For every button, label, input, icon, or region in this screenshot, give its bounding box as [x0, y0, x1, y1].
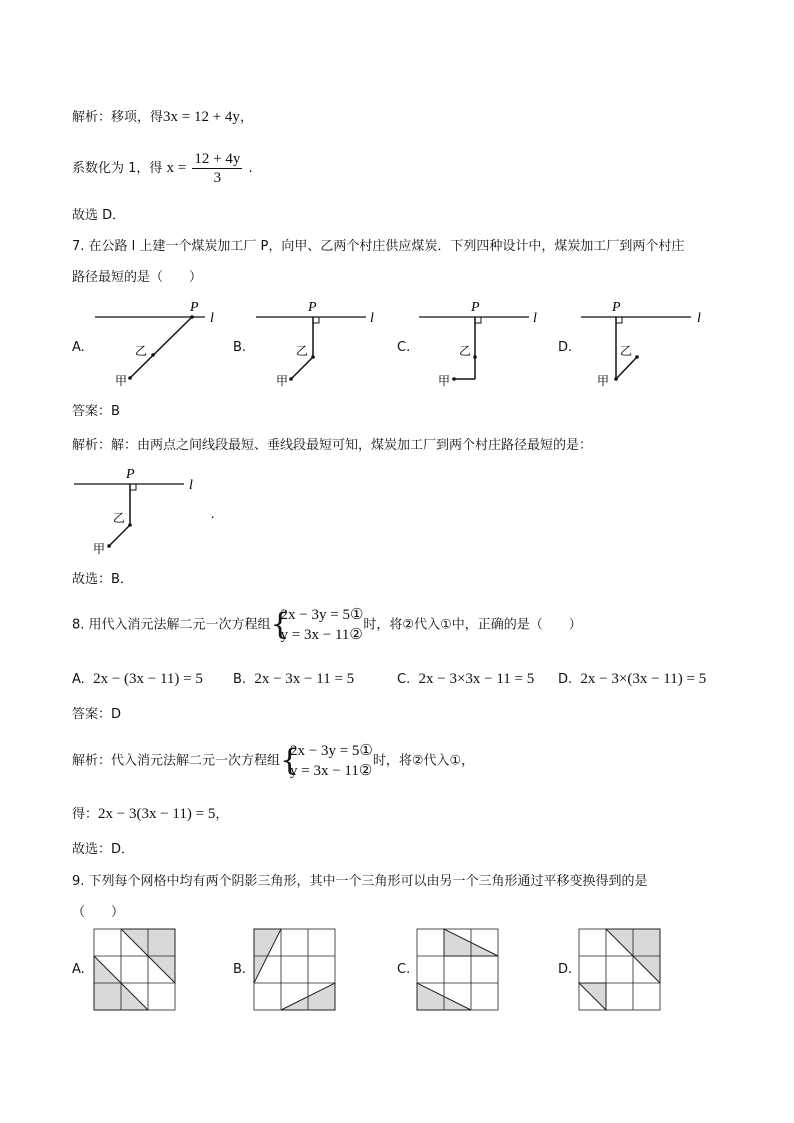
q6-analysis-2-lhs: x = [166, 160, 187, 176]
village-yi-label: 乙 [113, 511, 126, 525]
q8-option-b-expr: 2x − 3x − 11 = 5 [254, 671, 355, 687]
q6-conclusion: 故选 D． [72, 208, 126, 223]
q8-option-a-expr: 2x − (3x − 11) = 5 [93, 671, 203, 687]
village-yi-label: 乙 [296, 344, 309, 358]
q8-answer: 答案：D [72, 707, 122, 722]
q8-option-a [72, 670, 203, 689]
q9-grids [0, 925, 794, 1015]
q7-diagram-a [95, 300, 214, 388]
road-l-label: l [370, 311, 374, 326]
q9-option-a-label: A. [72, 962, 85, 977]
q9-option-b-label: B. [233, 962, 247, 977]
q7-analysis-diagram [0, 463, 260, 558]
q6-analysis-2-suffix: . [248, 161, 253, 176]
point-p-label: P [190, 300, 199, 315]
q9-grid-b [254, 929, 335, 1010]
q6-analysis-line-1 [72, 108, 253, 127]
q8-option-b-label: B. [233, 672, 247, 687]
q8-stem [72, 605, 582, 646]
q7-option-c-label: C. [397, 340, 411, 355]
q8-option-d-expr: 2x − 3×(3x − 11) = 5 [580, 671, 707, 687]
q8-analysis-suffix: 时，将②代入①， [372, 753, 475, 769]
q8-option-b [233, 670, 354, 689]
q6-analysis-2-prefix: 系数化为 1，得 [72, 161, 163, 176]
q8-stem-prefix: 8. 用代入消元法解二元一次方程组 [72, 617, 271, 633]
q8-analysis-equation-2: y = 3x − 11② [290, 763, 373, 779]
q9-stem-line-1: 9. 下列每个网格中均有两个阴影三角形，其中一个三角形可以由另一个三角形通过平移变换得到的是 [72, 874, 648, 889]
q7-diagram-d [581, 300, 701, 388]
q8-result-suffix: ， [215, 807, 229, 822]
q9-grid-d [579, 929, 660, 1010]
q8-conclusion: 故选：D． [72, 842, 135, 857]
point-p-label: P [471, 300, 480, 315]
village-jia-label: 甲 [597, 374, 610, 388]
q8-analysis [72, 741, 474, 782]
q6-analysis-1-prefix: 解析：移项，得 [72, 110, 164, 125]
point-p-label: P [126, 467, 135, 482]
village-yi-label: 乙 [620, 344, 633, 358]
road-l-label: l [533, 311, 537, 326]
q6-fraction-denominator: 3 [213, 170, 222, 186]
q7-analysis: 解析：解：由两点之间线段最短、垂线段最短可知，煤炭加工厂到两个村庄路径最短的是： [72, 438, 593, 453]
q9-stem-line-2: （ ） [72, 905, 125, 920]
village-yi-label: 乙 [135, 344, 148, 358]
q8-analysis-equation-1: 2x − 3y = 5① [290, 743, 373, 759]
village-jia-label: 甲 [93, 542, 106, 556]
q8-result-math: 2x − 3(3x − 11) = 5 [98, 806, 216, 822]
q6-analysis-1-suffix: ， [239, 110, 253, 125]
q9-grid-a [94, 929, 175, 1010]
q8-result [72, 805, 228, 824]
q7-diagram-c [419, 300, 537, 388]
q8-option-c [397, 670, 534, 689]
q7-stem-line-2: 路径最短的是（ ） [72, 270, 203, 285]
q7-diagram-b [256, 300, 374, 388]
q7-analysis-dot: . [211, 507, 215, 522]
q9-option-c-label: C. [397, 962, 411, 977]
q8-option-c-expr: 2x − 3×3x − 11 = 5 [418, 671, 535, 687]
village-jia-label: 甲 [276, 374, 289, 388]
q7-answer: 答案：B [72, 404, 120, 419]
brace-icon: { [270, 607, 290, 642]
q8-option-c-label: C. [397, 672, 411, 687]
village-yi-label: 乙 [459, 344, 472, 358]
road-l-label: l [189, 478, 193, 493]
q8-equation-system [271, 605, 364, 645]
q8-equation-1: 2x − 3y = 5① [280, 607, 364, 623]
q9-grid-c [417, 929, 498, 1010]
q7-conclusion: 故选：B． [72, 572, 133, 587]
point-p-label: P [308, 300, 317, 315]
q7-option-a-label: A. [72, 340, 85, 355]
road-l-label: l [697, 311, 701, 326]
q8-stem-suffix: 时，将②代入①中，正确的是（ ） [363, 617, 582, 633]
q8-option-d-label: D. [558, 672, 573, 687]
q6-analysis-1-math: 3x = 12 + 4y [163, 109, 240, 125]
brace-icon: { [280, 743, 300, 778]
village-jia-label: 甲 [115, 374, 128, 388]
q6-fraction [192, 150, 242, 187]
q7-option-b-label: B. [233, 340, 247, 355]
q7-diagrams [0, 295, 794, 395]
q7-option-d-label: D. [558, 340, 573, 355]
q6-analysis-line-2 [72, 150, 253, 187]
q9-option-d-label: D. [558, 962, 573, 977]
q6-fraction-numerator: 12 + 4y [194, 151, 241, 167]
q8-option-d [558, 670, 706, 689]
q7-stem-line-1: 7. 在公路 l 上建一个煤炭加工厂 P，向甲、乙两个村庄供应煤炭．下列四种设计中，煤炭加工厂到两个村庄 [72, 239, 685, 254]
q8-option-a-label: A. [72, 672, 85, 687]
point-p-label: P [612, 300, 621, 315]
village-jia-label: 甲 [438, 374, 451, 388]
q8-result-prefix: 得： [72, 807, 99, 822]
q8-analysis-equation-system [280, 741, 373, 781]
road-l-label: l [210, 311, 214, 326]
q8-equation-2: y = 3x − 11② [280, 627, 363, 643]
q8-analysis-prefix: 解析：代入消元法解二元一次方程组 [72, 753, 281, 769]
